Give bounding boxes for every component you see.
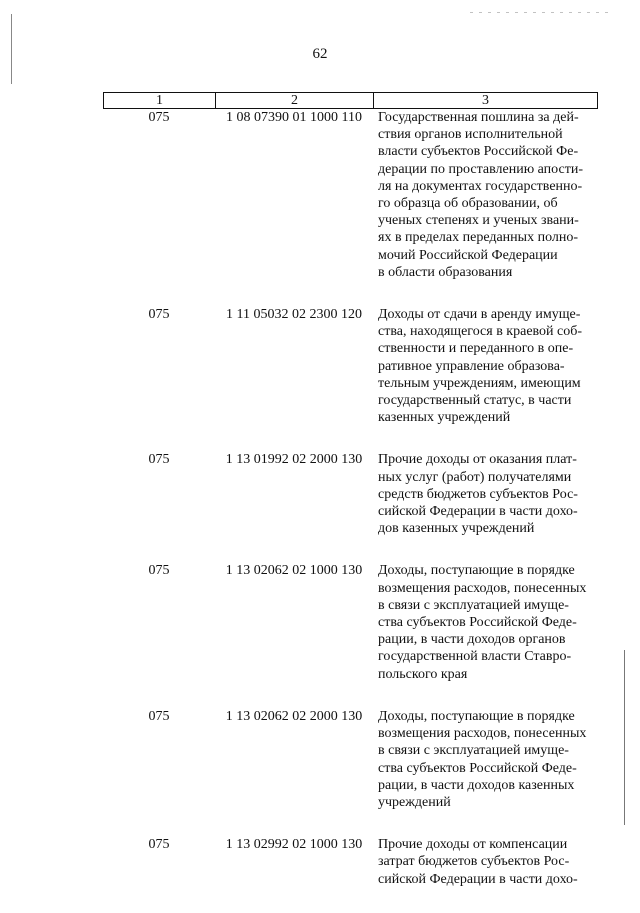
header-col-3: 3: [482, 93, 489, 108]
revenue-description: [373, 836, 598, 888]
revenue-description: [373, 306, 598, 426]
admin-code: 075: [148, 837, 170, 853]
description-line: власти субъектов Российской Фе-: [378, 144, 579, 160]
description-line: сийской Федерации в части дохо-: [378, 871, 578, 887]
description-line: ля на документах государственно-: [378, 178, 583, 194]
description-line: ства, находящегося в краевой соб-: [378, 324, 583, 340]
description-line: Доходы, поступающие в порядке: [378, 708, 575, 724]
revenue-code: 1 13 02992 02 1000 130: [225, 837, 363, 853]
page-number: 62: [312, 46, 328, 62]
scan-artifact-top: [470, 12, 610, 13]
admin-code: 075: [148, 110, 170, 125]
revenue-description: [373, 562, 598, 682]
table-row: [103, 451, 598, 562]
table-row: [103, 836, 598, 913]
description-line: государственной власти Ставро-: [378, 649, 572, 665]
description-line: го образца об образовании, об: [378, 196, 558, 212]
description-line: Доходы, поступающие в порядке: [378, 563, 575, 579]
revenue-code: 1 13 02062 02 2000 130: [225, 708, 363, 724]
admin-code: 075: [148, 452, 170, 468]
description-line: ственности и переданного в опе-: [378, 341, 574, 357]
description-line: средств бюджетов субъектов Рос-: [378, 486, 578, 502]
description-line: Доходы от сдачи в аренду имуще-: [378, 307, 581, 323]
description-line: рации, в части доходов органов: [378, 632, 566, 648]
revenue-description: [373, 451, 598, 537]
revenue-description: [373, 708, 598, 811]
revenue-code: 1 13 02062 02 1000 130: [225, 563, 363, 579]
description-line: дерации по проставлению апости-: [378, 161, 584, 177]
revenue-code: 1 08 07390 01 1000 110: [226, 110, 362, 125]
table-row: [103, 109, 598, 306]
description-line: ях в пределах переданных полно-: [378, 230, 579, 246]
admin-code: 075: [148, 307, 170, 323]
description-line: ствия органов исполнительной: [378, 127, 563, 143]
description-line: дов казенных учреждений: [378, 521, 535, 537]
description-line: рации, в части доходов казенных: [378, 777, 575, 793]
description-line: затрат бюджетов субъектов Рос-: [378, 854, 570, 870]
description-line: мочий Российской Федерации: [378, 247, 558, 263]
description-line: возмещения расходов, понесенных: [378, 580, 587, 596]
table-row: [103, 306, 598, 451]
header-col-2: 2: [216, 93, 374, 108]
description-line: возмещения расходов, понесенных: [378, 726, 587, 742]
description-line: в связи с эксплуатацией имуще-: [378, 743, 569, 759]
description-line: ученых степенях и ученых звани-: [378, 213, 579, 229]
description-line: Прочие доходы от оказания плат-: [378, 452, 577, 468]
description-line: ративное управление образова-: [378, 358, 565, 374]
revenue-code: 1 11 05032 02 2300 120: [226, 307, 362, 323]
description-line: ства субъектов Российской Феде-: [378, 760, 577, 776]
description-line: тельным учреждениям, имеющим: [378, 375, 581, 391]
description-line: польского края: [378, 666, 468, 682]
scan-artifact-right: [624, 650, 625, 825]
admin-code: 075: [148, 708, 170, 724]
description-line: Прочие доходы от компенсации: [378, 837, 568, 853]
description-line: ства субъектов Российской Феде-: [378, 615, 577, 631]
revenue-code: 1 13 01992 02 2000 130: [225, 452, 363, 468]
admin-code: 075: [148, 563, 170, 579]
description-line: учреждений: [378, 794, 451, 810]
description-line: казенных учреждений: [378, 410, 511, 426]
description-line: сийской Федерации в части дохо-: [378, 504, 578, 520]
revenue-description: [373, 109, 598, 281]
table-row: [103, 562, 598, 707]
table-header: [103, 92, 598, 109]
table-row: [103, 708, 598, 836]
description-line: ных услуг (работ) получателями: [378, 469, 572, 485]
description-line: в области образования: [378, 264, 513, 280]
description-line: Государственная пошлина за дей-: [378, 110, 579, 125]
table-body: [103, 109, 598, 913]
description-line: государственный статус, в части: [378, 393, 572, 409]
description-line: в связи с эксплуатацией имуще-: [378, 597, 569, 613]
header-col-1: 1: [104, 93, 216, 108]
